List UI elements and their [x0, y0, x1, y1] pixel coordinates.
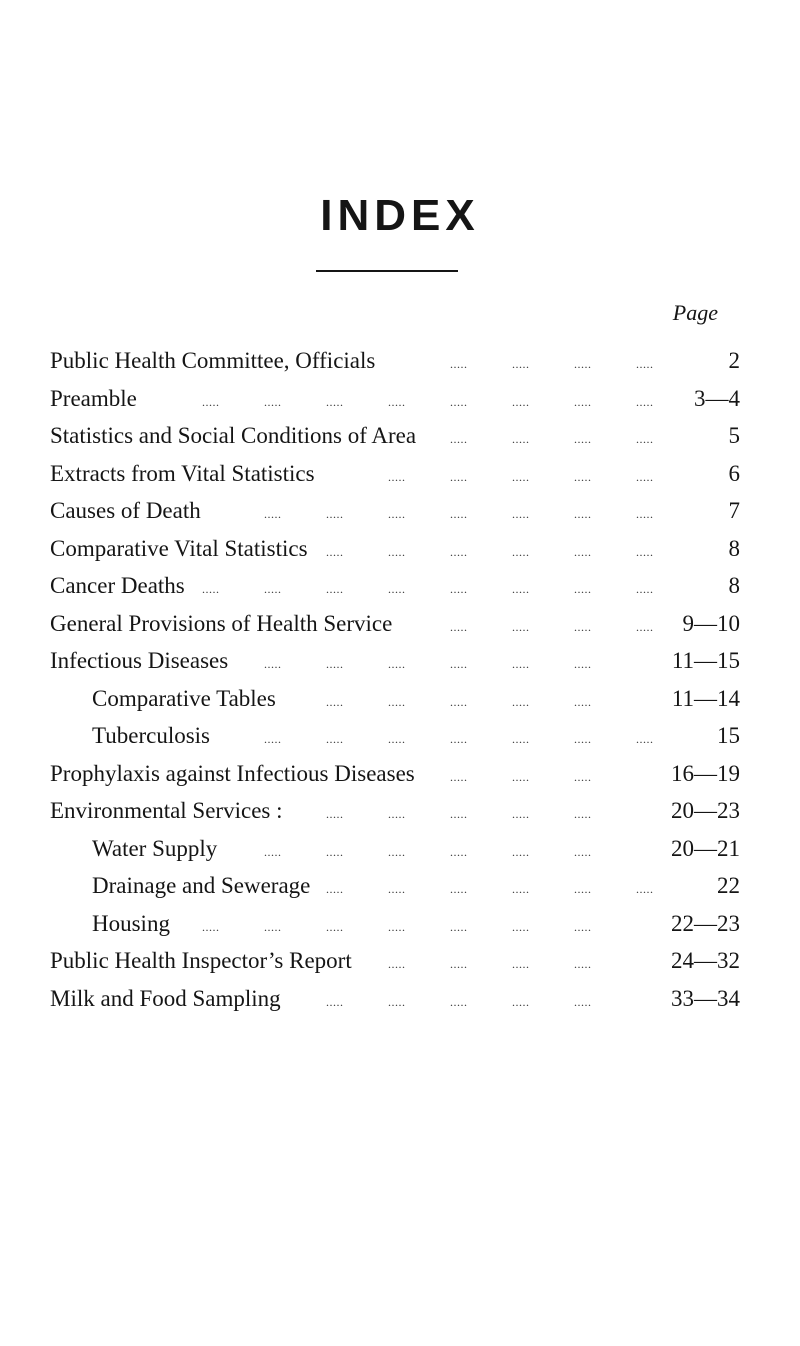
entry-title: Extracts from Vital Statistics	[50, 460, 315, 486]
index-entry	[50, 567, 740, 605]
leader-dots: .....	[512, 582, 530, 596]
entry-page: 22—23	[667, 905, 740, 943]
leader-dots: .....	[636, 469, 654, 484]
entry-title: Environmental Services :	[50, 798, 283, 823]
leader-dots: .....	[202, 919, 220, 934]
leader-dots: .....	[450, 469, 468, 484]
leader-dots: .....	[388, 807, 406, 821]
leader-dots: .....	[574, 619, 592, 634]
leader-dots: .....	[636, 732, 654, 746]
leader-dots: .....	[574, 582, 592, 596]
leader-dots: .....	[326, 994, 344, 1009]
leader-dots: .....	[512, 657, 530, 671]
leader-dots: .....	[512, 807, 530, 821]
entry-title: Drainage and Sewerage	[92, 873, 311, 898]
entry-page: 9—10	[679, 605, 741, 643]
entry-title: Tuberculosis	[92, 723, 210, 748]
leader-dots: .....	[326, 844, 344, 859]
leader-dots: .....	[636, 507, 654, 521]
leader-dots: .....	[574, 657, 592, 671]
leader-dots: .....	[636, 882, 654, 896]
leader-dots: .....	[326, 732, 344, 746]
leader-dots: .....	[512, 957, 530, 971]
leader-dots: .....	[264, 394, 282, 409]
leader-dots: .....	[326, 694, 344, 709]
index-entry	[50, 830, 740, 868]
entry-page: 6	[725, 455, 741, 493]
leader-dots: .....	[636, 357, 654, 371]
leader-dots: .....	[264, 507, 282, 521]
entry-page: 3—4	[690, 380, 740, 418]
entry-page: 8	[725, 567, 741, 605]
leader-dots: .....	[202, 582, 220, 596]
index-entry	[50, 642, 740, 680]
leader-dots: .....	[388, 957, 406, 971]
leader-dots: .....	[326, 919, 344, 934]
index-entry	[50, 717, 740, 755]
leader-dots: .....	[450, 957, 468, 971]
leader-dots: .....	[636, 582, 654, 596]
leader-dots: .....	[326, 807, 344, 821]
leader-dots: .....	[636, 544, 654, 559]
entry-title: Statistics and Social Conditions of Area	[50, 423, 417, 448]
leader-dots: .....	[450, 844, 468, 859]
entry-page: 24—32	[667, 942, 740, 980]
leader-dots: .....	[512, 469, 530, 484]
index-entries	[50, 342, 740, 1017]
leader-dots: .....	[512, 432, 530, 446]
entry-title: Preamble	[50, 385, 137, 411]
leader-dots: .....	[264, 582, 282, 596]
leader-dots: .....	[450, 807, 468, 821]
entry-title: Cancer Deaths	[50, 573, 185, 598]
leader-dots: .....	[574, 469, 592, 484]
entry-page: 22	[713, 867, 740, 905]
leader-dots: .....	[512, 357, 530, 371]
index-title: INDEX	[320, 191, 480, 240]
entry-page: 11—15	[668, 642, 740, 680]
leader-dots: .....	[574, 994, 592, 1009]
leader-dots: .....	[388, 694, 406, 709]
index-entry	[50, 380, 740, 418]
entry-page: 20—23	[667, 792, 740, 830]
leader-dots: .....	[574, 432, 592, 446]
index-entry	[50, 455, 740, 493]
entry-title: Housing	[92, 910, 170, 936]
index-entry	[50, 342, 740, 380]
entry-title: Causes of Death	[50, 498, 201, 523]
leader-dots: .....	[450, 619, 468, 634]
leader-dots: .....	[388, 882, 406, 896]
leader-dots: .....	[574, 694, 592, 709]
entry-title: Public Health Inspector’s Report	[50, 948, 352, 973]
leader-dots: .....	[512, 694, 530, 709]
leader-dots: .....	[512, 994, 530, 1009]
entry-title: General Provisions of Health Service	[50, 610, 393, 636]
leader-dots: .....	[264, 919, 282, 934]
leader-dots: .....	[450, 694, 468, 709]
leader-dots: .....	[450, 657, 468, 671]
leader-dots: .....	[574, 732, 592, 746]
leader-dots: .....	[574, 507, 592, 521]
leader-dots: .....	[574, 919, 592, 934]
entry-page: 11—14	[668, 680, 740, 718]
leader-dots: .....	[388, 394, 406, 409]
entry-title: Water Supply	[92, 835, 218, 861]
leader-dots: .....	[202, 394, 220, 409]
entry-page: 20—21	[667, 830, 740, 868]
entry-title: Infectious Diseases	[50, 648, 229, 673]
leader-dots: .....	[388, 844, 406, 859]
leader-dots: .....	[574, 882, 592, 896]
leader-dots: .....	[636, 619, 654, 634]
leader-dots: .....	[388, 994, 406, 1009]
leader-dots: .....	[512, 507, 530, 521]
leader-dots: .....	[574, 769, 592, 784]
leader-dots: .....	[512, 769, 530, 784]
leader-dots: .....	[388, 469, 406, 484]
leader-dots: .....	[512, 882, 530, 896]
leader-dots: .....	[512, 544, 530, 559]
leader-dots: .....	[388, 582, 406, 596]
entry-page: 7	[725, 492, 741, 530]
leader-dots: .....	[450, 769, 468, 784]
leader-dots: .....	[450, 732, 468, 746]
leader-dots: .....	[450, 882, 468, 896]
leader-dots: .....	[574, 394, 592, 409]
entry-title: Prophylaxis against Infectious Diseases	[50, 760, 415, 786]
leader-dots: .....	[512, 394, 530, 409]
page-column-heading: Page	[672, 300, 718, 325]
index-entry	[50, 905, 740, 943]
index-entry	[50, 417, 740, 455]
entry-page: 2	[725, 342, 741, 380]
leader-dots: .....	[574, 544, 592, 559]
entry-title: Public Health Committee, Officials	[50, 348, 376, 373]
leader-dots: .....	[636, 432, 654, 446]
leader-dots: .....	[326, 657, 344, 671]
leader-dots: .....	[388, 507, 406, 521]
leader-dots: .....	[264, 657, 282, 671]
leader-dots: .....	[264, 732, 282, 746]
index-entry	[50, 867, 740, 905]
leader-dots: .....	[512, 919, 530, 934]
leader-dots: .....	[326, 507, 344, 521]
entry-page: 16—19	[667, 755, 740, 793]
leader-dots: .....	[326, 582, 344, 596]
leader-dots: .....	[388, 657, 406, 671]
leader-dots: .....	[388, 544, 406, 559]
index-entry	[50, 980, 740, 1018]
leader-dots: .....	[574, 807, 592, 821]
index-entry	[50, 492, 740, 530]
leader-dots: .....	[388, 919, 406, 934]
leader-dots: .....	[450, 544, 468, 559]
index-entry	[50, 755, 740, 793]
leader-dots: .....	[450, 582, 468, 596]
index-entry	[50, 942, 740, 980]
leader-dots: .....	[636, 394, 654, 409]
entry-page: 5	[725, 417, 741, 455]
entry-page: 33—34	[667, 980, 740, 1018]
leader-dots: .....	[574, 844, 592, 859]
leader-dots: .....	[450, 357, 468, 371]
entry-page: 15	[713, 717, 740, 755]
leader-dots: .....	[574, 357, 592, 371]
leader-dots: .....	[326, 394, 344, 409]
leader-dots: .....	[574, 957, 592, 971]
leader-dots: .....	[326, 882, 344, 896]
leader-dots: .....	[450, 919, 468, 934]
leader-dots: .....	[264, 844, 282, 859]
entry-page: 8	[725, 530, 741, 568]
entry-title: Comparative Vital Statistics	[50, 535, 308, 561]
leader-dots: .....	[450, 432, 468, 446]
leader-dots: .....	[450, 507, 468, 521]
leader-dots: .....	[388, 732, 406, 746]
entry-title: Comparative Tables	[92, 685, 276, 711]
leader-dots: .....	[450, 994, 468, 1009]
leader-dots: .....	[512, 619, 530, 634]
leader-dots: .....	[512, 844, 530, 859]
leader-dots: .....	[326, 544, 344, 559]
leader-dots: .....	[512, 732, 530, 746]
index-entry	[50, 792, 740, 830]
index-entry	[50, 605, 740, 643]
index-entry	[50, 530, 740, 568]
leader-dots: .....	[450, 394, 468, 409]
index-entry	[50, 680, 740, 718]
title-rule	[316, 270, 458, 272]
entry-title: Milk and Food Sampling	[50, 985, 281, 1011]
